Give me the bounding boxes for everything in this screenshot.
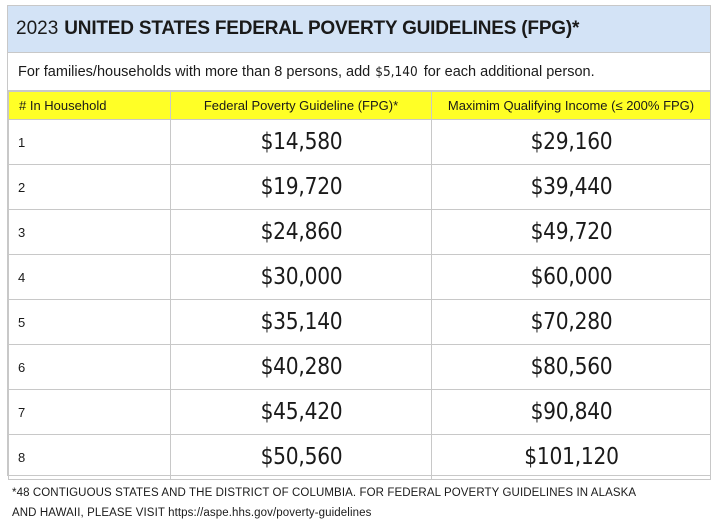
household-size-cell: 7 bbox=[9, 390, 171, 435]
household-size-cell: 4 bbox=[9, 255, 171, 300]
footnote-line-2: AND HAWAII, PLEASE VISIT https://aspe.hhs.gov/poverty-guidelines bbox=[12, 507, 372, 519]
page-title: UNITED STATES FEDERAL POVERTY GUIDELINES (FPG)* bbox=[64, 18, 580, 39]
household-size-cell: 2 bbox=[9, 165, 171, 210]
fpg-cell: $45,420 bbox=[186, 390, 416, 435]
max-income-cell: $39,440 bbox=[448, 165, 694, 210]
max-income-cell: $70,280 bbox=[448, 300, 694, 345]
household-size-cell: 8 bbox=[9, 435, 171, 480]
table-row bbox=[9, 390, 711, 435]
title-bar bbox=[8, 6, 710, 53]
max-income-cell: $80,560 bbox=[448, 345, 694, 390]
title-year: 2023 bbox=[16, 18, 59, 39]
table-row bbox=[9, 255, 711, 300]
fpg-cell: $30,000 bbox=[186, 255, 416, 300]
subtitle-amount: $5,140 bbox=[375, 63, 418, 80]
max-income-cell: $29,160 bbox=[448, 120, 694, 165]
table-row bbox=[9, 210, 711, 255]
max-income-cell: $49,720 bbox=[448, 210, 694, 255]
household-size-cell: 3 bbox=[9, 210, 171, 255]
household-size-cell: 6 bbox=[9, 345, 171, 390]
poverty-guidelines-table bbox=[8, 91, 711, 480]
subtitle-note bbox=[8, 53, 710, 91]
fpg-cell: $24,860 bbox=[186, 210, 416, 255]
max-income-cell: $60,000 bbox=[448, 255, 694, 300]
subtitle-suffix: for each additional person. bbox=[423, 63, 595, 80]
footnote bbox=[12, 483, 712, 523]
max-income-cell: $101,120 bbox=[448, 435, 694, 480]
table-row bbox=[9, 435, 711, 480]
table-row bbox=[9, 120, 711, 165]
fpg-cell: $40,280 bbox=[186, 345, 416, 390]
table-row bbox=[9, 165, 711, 210]
household-size-cell: 5 bbox=[9, 300, 171, 345]
fpg-cell: $19,720 bbox=[186, 165, 416, 210]
table-header-row bbox=[9, 92, 711, 120]
header-household-size: # In Household bbox=[9, 92, 171, 120]
footnote-line-1: *48 CONTIGUOUS STATES AND THE DISTRICT OF COLUMBIA. FOR FEDERAL POVERTY GUIDELINES IN ALASKA bbox=[12, 487, 637, 499]
header-fpg: Federal Poverty Guideline (FPG)* bbox=[171, 92, 432, 120]
table-row bbox=[9, 345, 711, 390]
header-max-income: Maximim Qualifying Income (≤ 200% FPG) bbox=[432, 92, 711, 120]
guidelines-panel bbox=[7, 5, 711, 476]
max-income-cell: $90,840 bbox=[448, 390, 694, 435]
fpg-cell: $14,580 bbox=[186, 120, 416, 165]
subtitle-prefix: For families/households with more than 8 persons, add bbox=[18, 63, 371, 80]
household-size-cell: 1 bbox=[9, 120, 171, 165]
table-row bbox=[9, 300, 711, 345]
fpg-cell: $35,140 bbox=[186, 300, 416, 345]
fpg-cell: $50,560 bbox=[186, 435, 416, 480]
